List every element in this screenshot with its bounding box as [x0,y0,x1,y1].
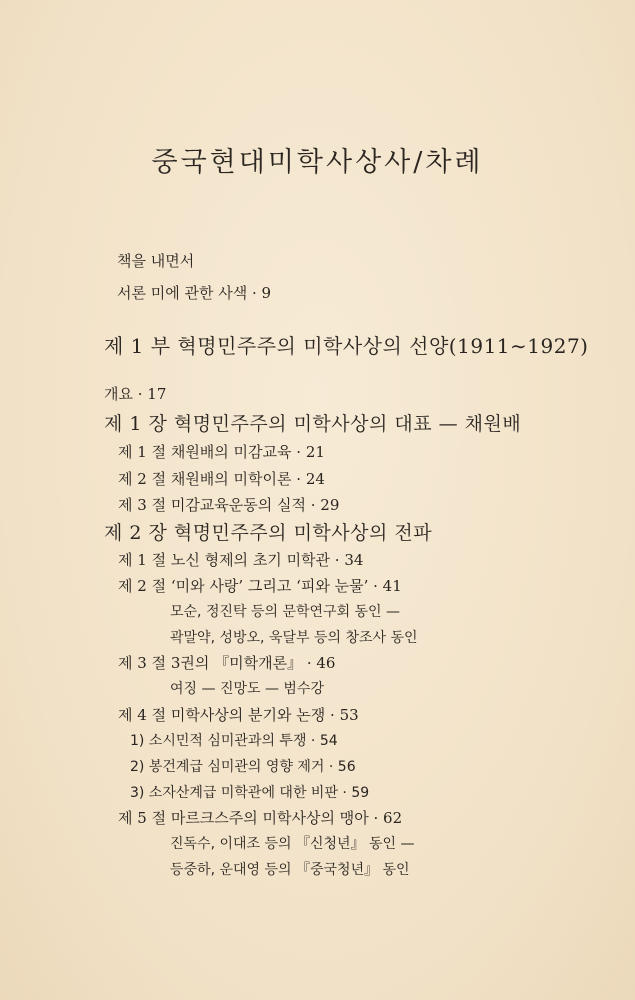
toc-entry-overview: 개요 · 17 [104,385,167,403]
toc-section: 제 1 절 채원배의 미감교육 · 21 [118,443,325,461]
toc-subsection: 1) 소시민적 심미관과의 투쟁 · 54 [130,733,338,749]
toc-section: 제 4 절 미학사상의 분기와 논쟁 · 53 [118,706,359,724]
toc-chapter-heading: 제 2 장 혁명민주주의 미학사상의 전파 [104,522,433,544]
toc-entry-preface: 책을 내면서 [117,252,195,270]
toc-chapter-heading: 제 1 장 혁명민주주의 미학사상의 대표 — 채원배 [104,413,522,435]
toc-subnote: 모순, 정진탁 등의 문학연구회 동인 — [170,604,401,620]
toc-subsection: 2) 봉건계급 심미관의 영향 제거 · 56 [130,759,356,775]
toc-section: 제 1 절 노신 형제의 초기 미학관 · 34 [118,551,364,569]
toc-entry-introduction: 서론 미에 관한 사색 · 9 [117,284,272,302]
toc-subnote: 여징 — 진망도 — 범수강 [170,681,324,697]
toc-section: 제 2 절 채원배의 미학이론 · 24 [118,470,325,488]
toc-section: 제 3 절 미감교육운동의 실적 · 29 [118,496,340,514]
toc-subsection: 3) 소자산계급 미학관에 대한 비판 · 59 [130,785,370,801]
toc-section: 제 3 절 3권의 『미학개론』 · 46 [118,654,336,672]
toc-subnote: 등중하, 운대영 등의 『중국청년』 동인 [170,862,410,878]
toc-section: 제 2 절 ‘미와 사랑’ 그리고 ‘피와 눈물’ · 41 [118,577,402,595]
toc-subnote: 곽말약, 성방오, 욱달부 등의 창조사 동인 [170,630,418,646]
page-title: 중국현대미학사상사/차례 [151,147,484,178]
toc-part-heading: 제 1 부 혁명민주주의 미학사상의 선양(1911∼1927) [104,334,589,358]
toc-subnote: 진독수, 이대조 등의 『신청년』 동인 — [170,836,415,852]
toc-section: 제 5 절 마르크스주의 미학사상의 맹아 · 62 [118,809,403,827]
